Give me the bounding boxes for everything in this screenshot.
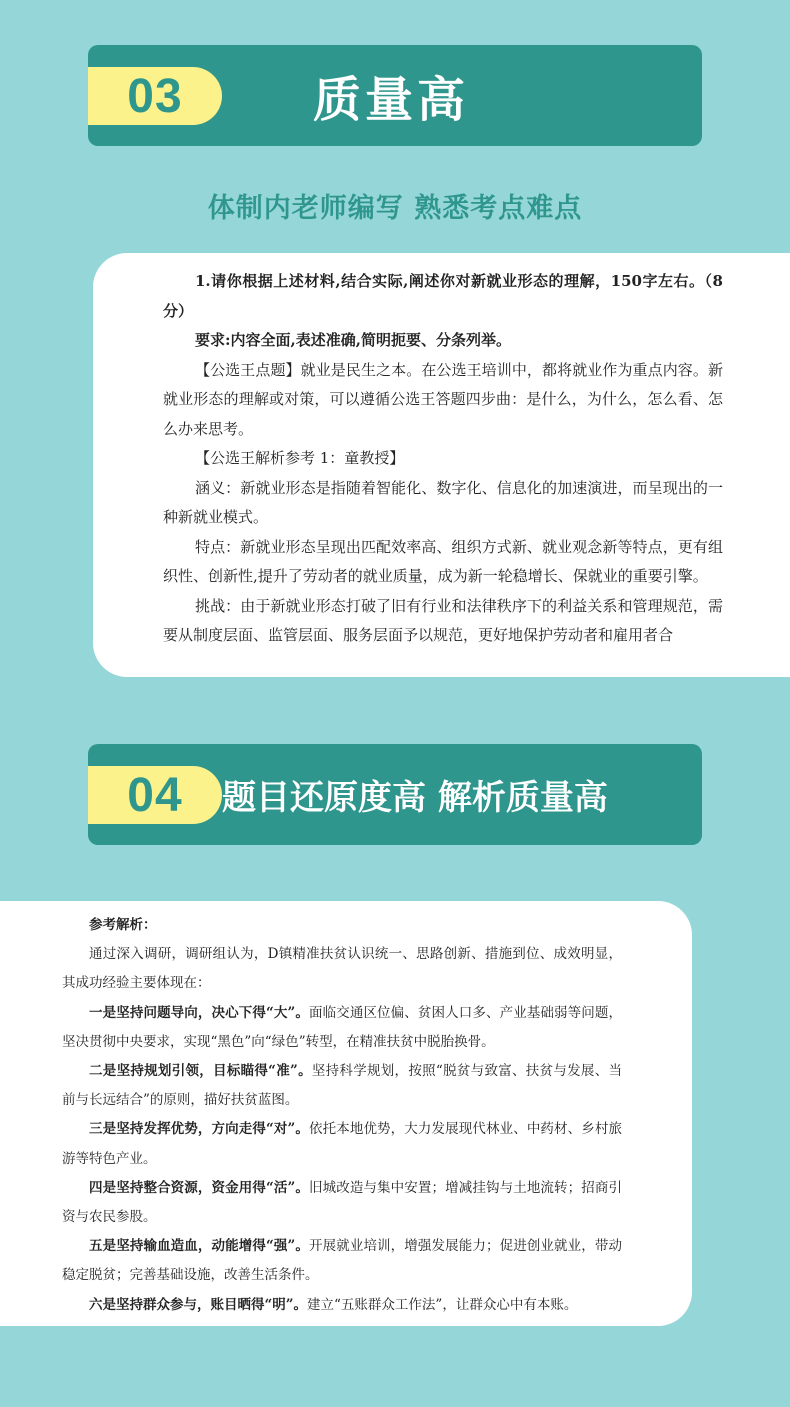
- section-04-banner: [88, 744, 702, 845]
- document-preview-card: [93, 253, 790, 677]
- features-paragraph: 特点：新就业形态呈现出匹配效率高、组织方式新、就业观念新等特点，更有组织性、创新性,提升了劳动者的就业质量，成为新一轮稳增长、保就业的重要引擎。: [163, 537, 723, 585]
- analysis-point: [62, 1232, 622, 1290]
- tip-paragraph: 【公选王点题】就业是民生之本。在公选王培训中，都将就业作为重点内容。新就业形态的理解或对策，可以遵循公选王答题四步曲：是什么，为什么，怎么看、怎么办来思考。: [163, 360, 723, 438]
- point-lead: 五是坚持输血造血，动能增得“强”。: [89, 1238, 309, 1255]
- point-text: 依托本地优势，大力发展现代林业、中药材、乡村旅游等特色产业。: [62, 1121, 623, 1167]
- analysis-point: [62, 1057, 622, 1115]
- point-lead: 一是坚持问题导向，决心下得“大”。: [89, 1004, 309, 1021]
- point-text: 开展就业培训，增强发展能力；促进创业就业，带动稳定脱贫；完善基础设施，改善生活条件。: [62, 1238, 623, 1284]
- section-03-banner: [88, 45, 702, 146]
- point-lead: 三是坚持发挥优势，方向走得“对”。: [89, 1121, 309, 1138]
- requirement-text: 要求:内容全面,表述准确,简明扼要、分条列举。: [195, 331, 511, 349]
- section-subtitle: 体制内老师编写 熟悉考点难点: [207, 193, 583, 224]
- section-title: 质量高: [313, 72, 470, 128]
- point-lead: 四是坚持整合资源，资金用得“活”。: [89, 1179, 309, 1196]
- section-number-badge: 03: [88, 67, 222, 125]
- analysis-point: [62, 1174, 622, 1232]
- analysis-excerpt: [62, 911, 622, 1320]
- question-text: 1.请你根据上述材料,结合实际,阐述你对新就业形态的理解，150字左右。（8分）: [163, 272, 723, 320]
- point-text: 坚持科学规划，按照“脱贫与致富、扶贫与发展、当前与长远结合”的原则，描好扶贫蓝图。: [62, 1063, 623, 1109]
- document-excerpt: [163, 267, 723, 651]
- challenge-paragraph: 挑战：由于新就业形态打破了旧有行业和法律秩序下的利益关系和管理规范，需要从制度层面、监管层面、服务层面予以规范，更好地保护劳动者和雇用者合: [163, 596, 723, 644]
- reference-header: 【公选王解析参考 1：童教授】: [195, 449, 405, 467]
- section-number-badge: 04: [88, 766, 222, 824]
- analysis-intro: 通过深入调研，调研组认为，D镇精准扶贫认识统一、思路创新、措施到位、成效明显，其成功经验主要体现在：: [62, 946, 622, 992]
- analysis-point: [62, 1115, 622, 1173]
- analysis-point: [62, 1291, 622, 1320]
- point-text: 建立“五账群众工作法”，让群众心中有本账。: [307, 1296, 578, 1313]
- analysis-header: 参考解析：: [89, 917, 157, 933]
- point-lead: 六是坚持群众参与，账目晒得“明”。: [89, 1296, 308, 1313]
- meaning-paragraph: 涵义：新就业形态是指随着智能化、数字化、信息化的加速演进，而呈现出的一种新就业模式。: [163, 478, 723, 526]
- analysis-preview-card: [0, 901, 692, 1326]
- point-lead: 二是坚持规划引领，目标瞄得“准”。: [89, 1063, 312, 1080]
- section-title: 题目还原度高 解析质量高: [222, 778, 608, 818]
- point-text: 面临交通区位偏、贫困人口多、产业基础弱等问题，坚决贯彻中央要求，实现“黑色”向“绿色”转型，在精准扶贫中脱胎换骨。: [62, 1004, 623, 1050]
- analysis-point: [62, 999, 622, 1057]
- point-text: 旧城改造与集中安置；增减挂钩与土地流转；招商引资与农民参股。: [62, 1179, 623, 1226]
